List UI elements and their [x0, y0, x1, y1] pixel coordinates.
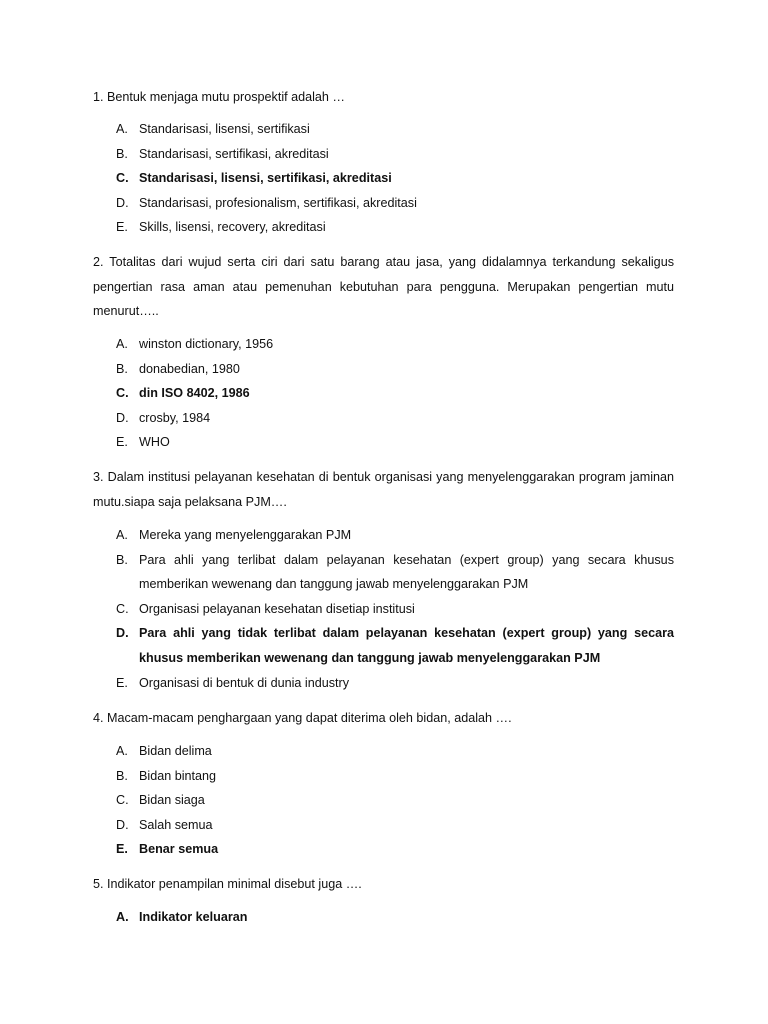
option-letter: A.	[116, 910, 129, 924]
question-1-option-c	[116, 166, 674, 191]
question-1-option-e	[116, 215, 674, 240]
question-2-options	[116, 332, 674, 455]
option-letter: E.	[116, 435, 128, 450]
option-letter: D.	[116, 195, 129, 210]
option-text: Bidan delima	[139, 744, 212, 758]
question-4-option-d	[116, 813, 674, 838]
question-2-option-e	[116, 430, 674, 455]
option-letter: C.	[116, 601, 129, 616]
question-3-option-c	[116, 597, 674, 622]
option-letter: C.	[116, 386, 129, 401]
question-1-options	[116, 117, 674, 240]
option-letter: D.	[116, 626, 129, 641]
option-letter: B.	[116, 146, 128, 161]
option-letter: B.	[116, 361, 128, 376]
option-text: Benar semua	[139, 842, 219, 857]
question-3-options	[116, 523, 674, 695]
option-text: winston dictionary, 1956	[139, 337, 274, 351]
question-3-option-b	[116, 548, 674, 597]
option-letter: B.	[116, 552, 128, 567]
option-letter: C.	[116, 793, 129, 808]
option-text: WHO	[139, 435, 170, 450]
question-2-option-a	[116, 332, 674, 357]
option-letter: A.	[116, 528, 128, 542]
option-text: Mereka yang menyelenggarakan PJM	[139, 528, 352, 542]
option-letter: A.	[116, 122, 128, 136]
option-letter: E.	[116, 675, 128, 690]
question-2-option-b	[116, 357, 674, 382]
option-letter: D.	[116, 817, 129, 832]
option-text: Standarisasi, sertifikasi, akreditasi	[139, 146, 329, 161]
option-letter: B.	[116, 768, 128, 783]
question-3: 3. Dalam institusi pelayanan kesehatan di bentuk organisasi yang menyelenggarakan program jaminan mutu.siapa saja pelaksana PJM….	[93, 470, 674, 509]
option-letter: E.	[116, 842, 128, 857]
option-text: donabedian, 1980	[139, 361, 240, 376]
option-letter: D.	[116, 410, 129, 425]
question-4-option-e	[116, 837, 674, 862]
option-text: Standarisasi, profesionalism, sertifikasi, akreditasi	[139, 195, 417, 210]
question-1-option-b	[116, 142, 674, 167]
option-text: Para ahli yang tidak terlibat dalam pelayanan kesehatan (expert group) yang secara khusus memberikan wewenang dan tanggung jawab menyelenggarakan PJM	[139, 626, 674, 665]
question-3-option-d	[116, 621, 674, 670]
question-1: 1. Bentuk menjaga mutu prospektif adalah …	[93, 90, 346, 104]
option-text: crosby, 1984	[139, 410, 211, 425]
option-text: Para ahli yang terlibat dalam pelayanan kesehatan (expert group) yang secara khusus memberikan wewenang dan tanggung jawab menyelenggarakan PJM	[139, 552, 674, 592]
option-text: Standarisasi, lisensi, sertifikasi	[139, 122, 310, 136]
option-letter: E.	[116, 220, 128, 235]
question-1-option-a	[116, 117, 674, 142]
option-text: din ISO 8402, 1986	[139, 386, 250, 401]
option-text: Skills, lisensi, recovery, akreditasi	[139, 220, 326, 235]
option-letter: A.	[116, 337, 128, 351]
option-letter: C.	[116, 171, 129, 186]
option-text: Indikator keluaran	[139, 910, 248, 924]
question-3-option-e	[116, 671, 674, 696]
option-text: Organisasi di bentuk di dunia industry	[139, 675, 350, 690]
option-text: Salah semua	[139, 817, 213, 832]
question-2: 2. Totalitas dari wujud serta ciri dari satu barang atau jasa, yang didalamnya terkandung sekaligus pengertian rasa aman atau pemenuhan kebutuhan para pengguna. Merupakan pengertian mutu menurut…..	[93, 255, 674, 319]
question-4: 4. Macam-macam penghargaan yang dapat diterima oleh bidan, adalah ….	[93, 711, 512, 725]
question-4-options	[116, 739, 674, 862]
question-4-option-b	[116, 764, 674, 789]
question-2-option-c	[116, 381, 674, 406]
question-4-option-c	[116, 788, 674, 813]
option-letter: A.	[116, 744, 128, 758]
question-5-option-a	[116, 905, 674, 930]
option-text: Standarisasi, lisensi, sertifikasi, akreditasi	[139, 171, 392, 186]
option-text: Bidan siaga	[139, 793, 205, 808]
question-4-option-a	[116, 739, 674, 764]
option-text: Organisasi pelayanan kesehatan disetiap institusi	[139, 601, 415, 616]
question-5: 5. Indikator penampilan minimal disebut juga ….	[93, 877, 362, 891]
question-1-option-d	[116, 191, 674, 216]
question-5-options	[116, 905, 674, 930]
option-text: Bidan bintang	[139, 768, 217, 783]
question-2-option-d	[116, 406, 674, 431]
question-3-option-a	[116, 523, 674, 548]
